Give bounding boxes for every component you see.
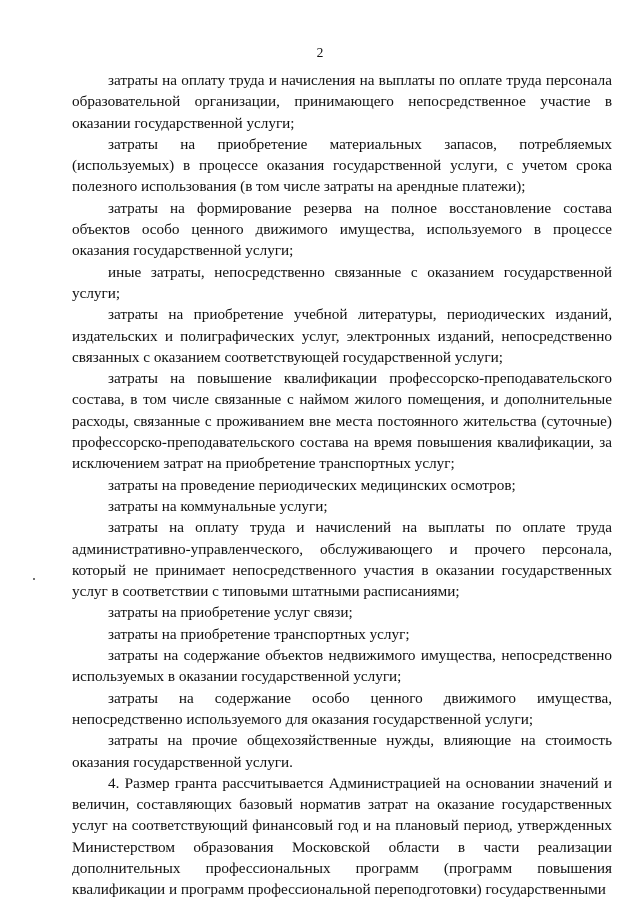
paragraph-real-estate-costs: затраты на содержание объектов недвижимого имущества, непосредственно используемых в оказании государственной услуги; <box>72 647 612 686</box>
paragraph-grant-size: 4. Размер гранта рассчитывается Администрацией на основании значений и величин, составляющих базовый норматив затрат на оказание государственных услуг на соответствующий финансовый год и на плановый период, утвержденных Министерством образования Московской области в части реализации дополнительных профессиональных программ (программ повышения квалификации и программ профессиональной переподготовки) государственными <box>72 774 612 899</box>
paragraph-material-stock-costs: затраты на приобретение материальных запасов, потребляемых (используемых) в процессе оказания государственной услуги, с учетом срока полезного использования (в том числе затраты на арендные платежи); <box>72 135 612 196</box>
paragraph-utility-costs: затраты на коммунальные услуги; <box>108 497 328 515</box>
document-body <box>72 70 612 901</box>
paragraph-qualification-costs: затраты на повышение квалификации профессорско-преподавательского состава, в том числе связанные с наймом жилого помещения, и дополнительные расходы, связанные с проживанием вне места постоянного жительства (суточные) профессорско-преподавательского состава на время повышения квалификации, за исключением затрат на приобретение транспортных услуг; <box>72 370 612 473</box>
paragraph-staff-salary-costs: затраты на оплату труда и начисления на выплаты по оплате труда персонала образовательной организации, принимающего непосредственное участие в оказании государственной услуги; <box>72 72 612 132</box>
page-number: 2 <box>316 45 324 60</box>
paragraph-movable-property-costs: затраты на содержание особо ценного движимого имущества, непосредственно используемого для оказания государственной услуги; <box>72 689 612 728</box>
paragraph-general-needs-costs: затраты на прочие общехозяйственные нужды, влияющие на стоимость оказания государственной услуги. <box>72 732 612 771</box>
margin-mark <box>33 578 35 580</box>
paragraph-transport-costs: затраты на приобретение транспортных услуг; <box>108 625 410 643</box>
paragraph-medical-exam-costs: затраты на проведение периодических медицинских осмотров; <box>108 476 516 494</box>
paragraph-admin-staff-costs: затраты на оплату труда и начислений на выплаты по оплате труда административно-управленческого, обслуживающего и прочего персонала, который не принимает непосредственного участия в оказании государственных услуг в соответствии с типовыми штатными расписаниями; <box>72 519 612 601</box>
paragraph-reserve-costs: затраты на формирование резерва на полное восстановление состава объектов особо ценного движимого имущества, используемого в процессе оказания государственной услуги; <box>72 199 612 260</box>
paragraph-other-direct-costs: иные затраты, непосредственно связанные с оказанием государственной услуги; <box>72 263 612 302</box>
paragraph-communication-costs: затраты на приобретение услуг связи; <box>108 604 353 622</box>
paragraph-literature-costs: затраты на приобретение учебной литературы, периодических изданий, издательских и полиграфических услуг, электронных изданий, непосредственно связанных с оказанием соответствующей государственной услуги; <box>72 306 612 366</box>
